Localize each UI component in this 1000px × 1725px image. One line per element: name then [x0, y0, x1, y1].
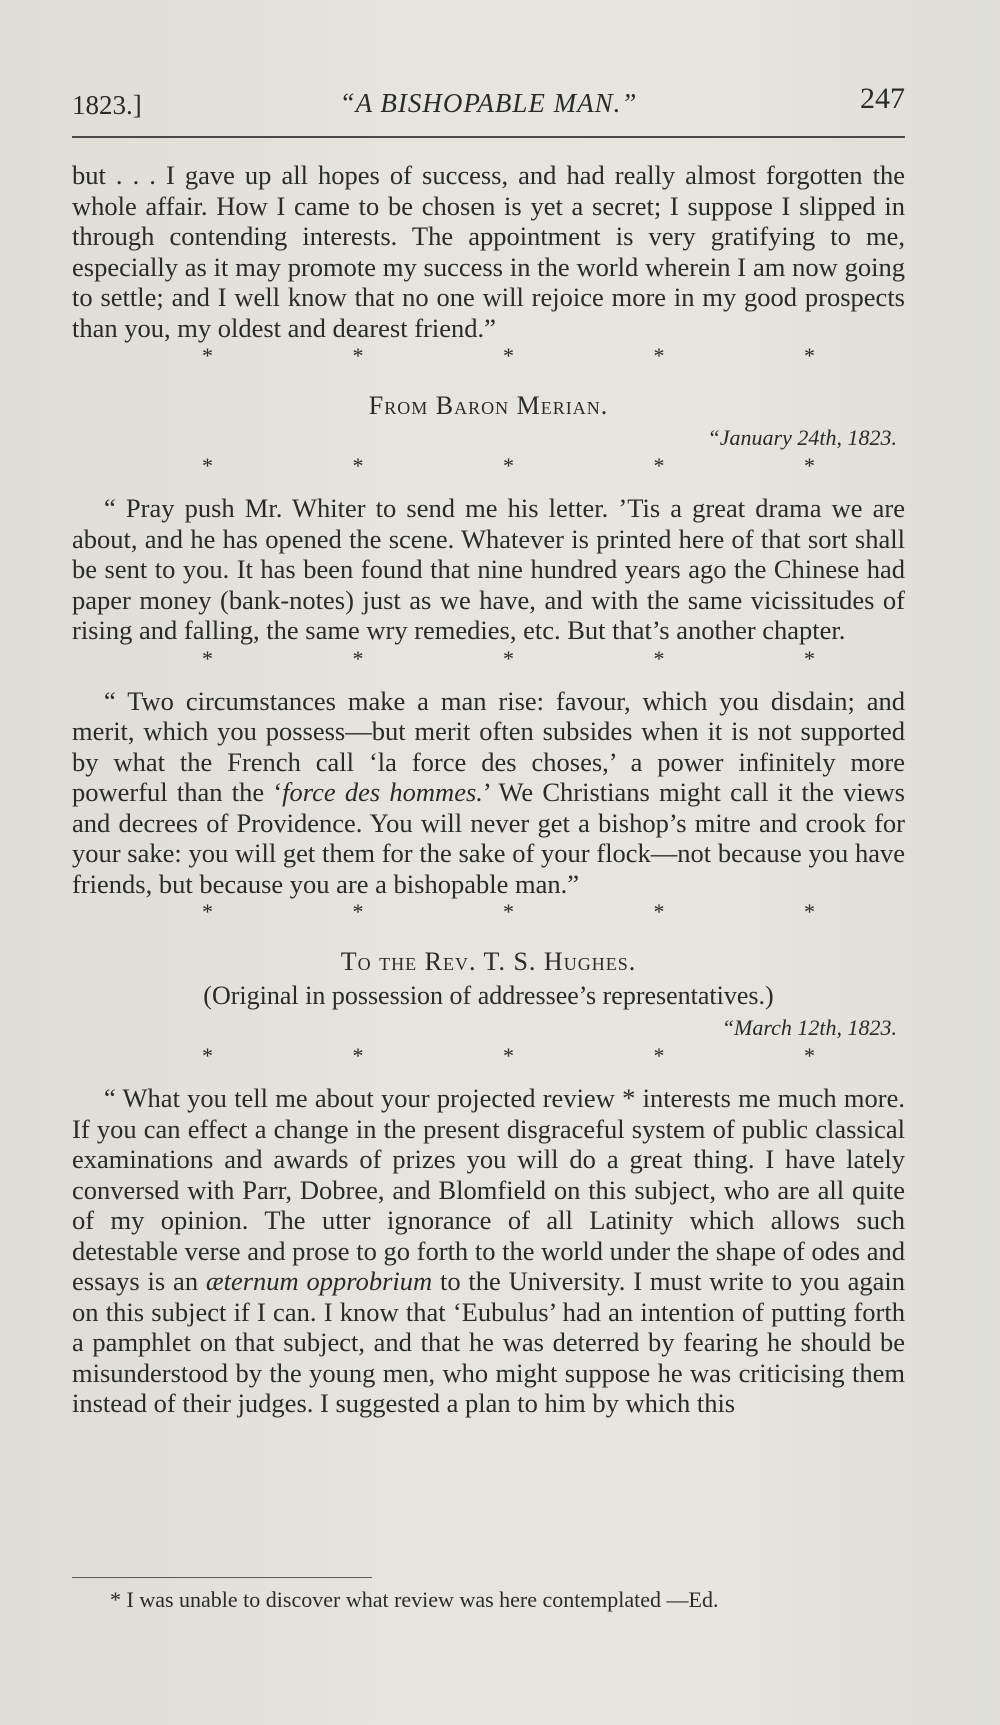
text-run: “ Two circumstances make a man rise: favour, which you disdain; and merit, which you possess—but merit often subsides when it is not supported by what the French call ‘la force des choses,’ a power infinitely more powerful than the ‘	[72, 685, 905, 807]
asterisk: *	[352, 899, 364, 924]
asterisk: *	[653, 343, 665, 368]
asterisk: *	[202, 645, 213, 671]
asterisk: *	[804, 453, 815, 478]
asterisk: *	[653, 1043, 665, 1068]
asterisk: *	[352, 1043, 364, 1068]
asterisk: *	[503, 1043, 514, 1068]
asterisk: *	[202, 899, 213, 924]
dateline-january: “January 24th, 1823.	[707, 425, 897, 450]
text-run: “ What you tell me about your projected review * interests me much more. If you can effect a change in the present disgraceful system of public classical examinations and awards of prizes you will do a great thing. I have lately conversed with Parr, Dobree, and Blomfield on this subject, who are all quite of my opinion. The utter ignorance of all Latinity which allows such detestable verse and prose to go forth to the world under the shape of odes and essays is an	[72, 1083, 905, 1296]
footnote: * I was unable to discover what review was here contemplated —Ed.	[110, 1587, 719, 1612]
page-number: 247	[860, 82, 905, 115]
asterisk: *	[352, 453, 364, 478]
text-run: ’ We Christians might call it the views and decrees of Providence. You will never get a bishop’s mitre and crook for your sake: you will get them for the sake of your flock—not because you have friends, but because you are a bishopable man.”	[72, 777, 905, 899]
asterisk: *	[804, 645, 815, 671]
section-heading-baron-merian: From Baron Merian.	[368, 391, 609, 420]
running-header	[72, 82, 905, 122]
asterisk: *	[503, 645, 514, 671]
paragraph-letter-end: but . . . I gave up all hopes of success, and had really almost forgotten the whole affair. How I came to be chosen is yet a secret; I suppose I slipped in through contending interests. The appointment is very gratifying to me, especially as it may promote my success in the world wherein I am now going to settle; and I well know that no one will rejoice more in my good prospects than you, my oldest and dearest friend.”	[72, 160, 905, 343]
header-rule	[72, 136, 905, 138]
asterisk: *	[352, 645, 364, 671]
asterisk: *	[202, 343, 213, 368]
italic-run: æternum opprobrium	[205, 1266, 433, 1296]
asterisk: *	[653, 645, 665, 671]
paragraph-two-circumstances	[72, 686, 905, 900]
dateline-march: “March 12th, 1823.	[721, 1015, 897, 1040]
section-subheading: (Original in possession of addressee’s representatives.)	[203, 981, 774, 1010]
asterism	[72, 899, 905, 925]
asterism	[72, 1043, 905, 1069]
asterism	[72, 453, 905, 479]
text-run: to the University. I must write to you again on this subject if I can. I know that ‘Eubulus’ had an intention of putting forth a pamphlet on that subject, and that he was deterred by fearing he should be misunderstood by the young men, who might suppose he was criticising them instead of their judges. I suggested a plan to him by which this	[72, 1266, 905, 1418]
asterisk: *	[352, 343, 364, 368]
footnote-rule	[72, 1577, 372, 1578]
asterisk: *	[804, 899, 815, 924]
asterisk: *	[503, 899, 514, 924]
header-year: 1823.]	[72, 90, 142, 120]
asterism	[72, 343, 905, 369]
section-heading-hughes: To the Rev. T. S. Hughes.	[340, 947, 637, 976]
asterisk: *	[202, 1043, 213, 1068]
page-body	[72, 160, 905, 1419]
italic-run: force des hommes.	[282, 777, 483, 807]
asterisk: *	[653, 453, 665, 478]
paragraph-pray-push: “ Pray push Mr. Whiter to send me his letter. ’Tis a great drama we are about, and he has opened the scene. Whatever is printed here of that sort shall be sent to you. It has been found that nine hundred years ago the Chinese had paper money (bank-notes) just as we have, and with the same vicissitudes of rising and falling, the same wry remedies, etc. But that’s another chapter.	[72, 493, 905, 645]
asterisk: *	[503, 453, 514, 478]
asterisk: *	[503, 343, 514, 368]
asterisk: *	[202, 453, 213, 478]
paragraph-projected-review	[72, 1083, 905, 1419]
header-title: “A BISHOPABLE MAN.”	[339, 88, 638, 118]
asterism	[72, 646, 905, 672]
asterisk: *	[804, 343, 815, 368]
asterisk: *	[804, 1043, 815, 1068]
asterisk: *	[653, 899, 665, 924]
